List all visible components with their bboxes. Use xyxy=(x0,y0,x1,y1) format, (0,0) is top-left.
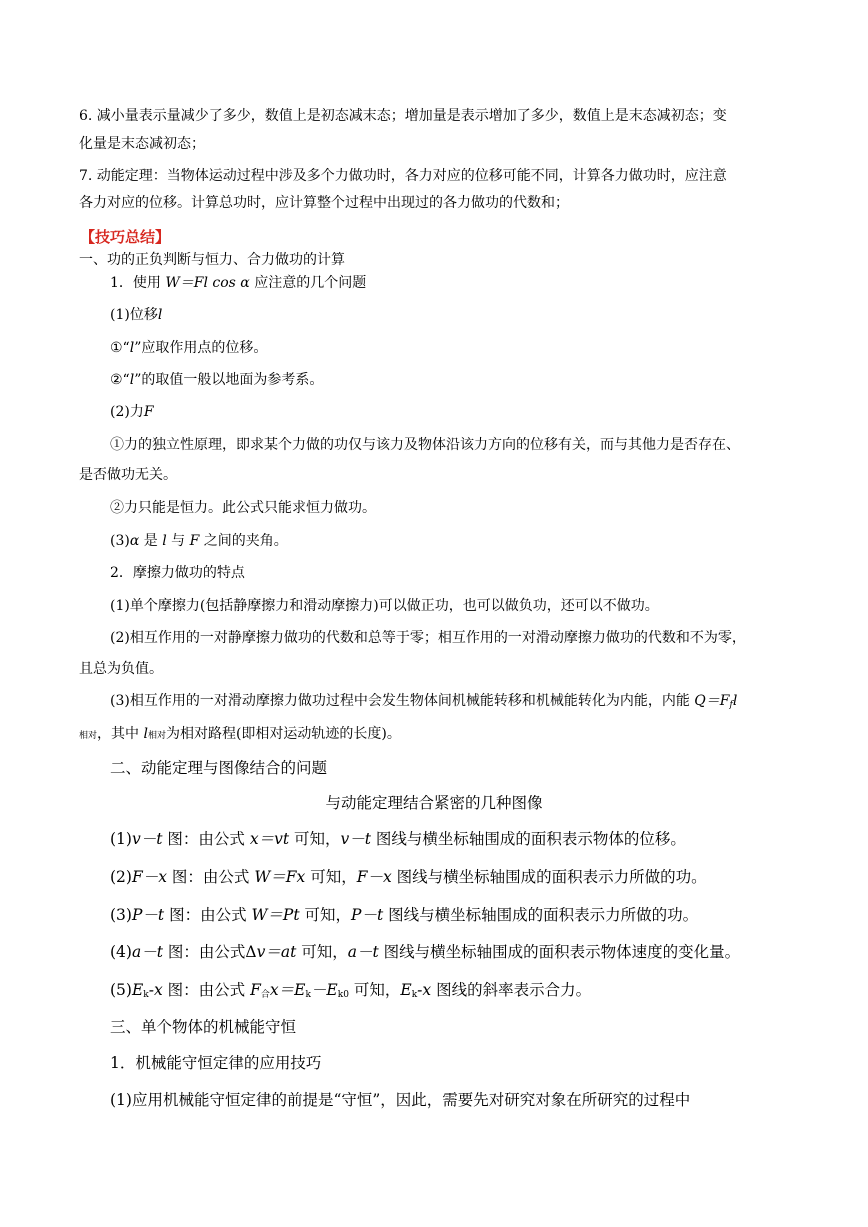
angle-mid1: 是 xyxy=(143,533,158,549)
friction-point-3-post: 为相对路程(即相对运动轨迹的长度)。 xyxy=(165,726,401,742)
g5-k: k xyxy=(143,990,149,1000)
graph-item-2 xyxy=(110,867,707,887)
displacement-point-1-var: l xyxy=(129,340,135,356)
section-title: 【技巧总结】 xyxy=(80,228,171,246)
g3-3: W＝Pt xyxy=(251,906,300,924)
g2-1: F－x xyxy=(131,868,167,886)
item-3-1-1: (1)应用机械能守恒定律的前提是“守恒”，因此，需要先对研究对象在所研究的过程中 xyxy=(110,1091,691,1109)
g1-6: 图线与横坐标轴围成的面积表示物体的位移。 xyxy=(371,830,686,848)
g1-0: (1) xyxy=(110,830,132,848)
displacement-var: l xyxy=(157,307,163,323)
g2-4: 可知， xyxy=(305,868,357,886)
angle-post: 之间的夹角。 xyxy=(203,533,288,549)
force-point-1-line2: 是否做功无关。 xyxy=(79,467,177,483)
displacement-label: (1)位移 xyxy=(110,307,158,323)
g1-4: 可知， xyxy=(289,830,341,848)
displacement-point-2-var: l xyxy=(129,372,135,388)
relative-sub-2: 相对 xyxy=(147,731,166,741)
g5-E2: E xyxy=(400,981,412,999)
relative-sub: 相对 xyxy=(79,731,98,741)
g5-k2: k xyxy=(305,990,311,1000)
g3-0: (3) xyxy=(110,906,132,924)
g5-eq: x＝E xyxy=(269,981,306,999)
g5-pre: (5) xyxy=(110,981,132,999)
angle-l: l xyxy=(162,533,167,549)
displacement-point-1-post: ”应取作用点的位移。 xyxy=(134,340,268,356)
friction-point-3-text: (3)相互作用的一对滑动摩擦力做功过程中会发生物体间机械能转移和机械能转化为内能，内能 xyxy=(110,693,690,709)
g4-2: 图：由公式Δ xyxy=(162,943,257,961)
heading-1: 一、功的正负判断与恒力、合力做功的计算 xyxy=(79,252,345,268)
force-label: (2)力 xyxy=(110,404,144,420)
displacement-point-1 xyxy=(110,338,267,358)
friction-point-3-line2 xyxy=(79,724,401,746)
g5-E: E xyxy=(131,981,144,999)
item-1-1-prefix: 1．使用 xyxy=(110,275,161,291)
item-1-1-suffix: 应注意的几个问题 xyxy=(254,275,367,291)
g1-2: 图：由公式 xyxy=(162,830,250,848)
friction-point-3-line1 xyxy=(110,691,737,715)
heading-2: 二、动能定理与图像结合的问题 xyxy=(110,759,328,777)
g3-2: 图：由公式 xyxy=(164,906,252,924)
angle-definition xyxy=(110,531,288,551)
g5-minus: －E xyxy=(310,981,338,999)
force-title xyxy=(110,402,154,422)
g2-2: 图：由公式 xyxy=(166,868,255,886)
g4-1: a－t xyxy=(131,943,163,961)
g5-he: 合 xyxy=(260,990,270,1000)
g5-x: -x xyxy=(148,981,163,999)
displacement-title xyxy=(110,305,162,325)
force-point-1-line1: ①力的独立性原理，即求某个力做的功仅与该力及物体沿该力方向的位移有关，而与其他力是否存在、 xyxy=(110,437,740,453)
paragraph-7-line1: 7. 动能定理：当物体运动过程中涉及多个力做功时，各力对应的位移可能不同，计算各力做功时，应注意 xyxy=(79,168,727,184)
g3-5: P－t xyxy=(351,906,384,924)
g5-mid1: 图：由公式 xyxy=(162,981,251,999)
g4-3: v＝at xyxy=(256,943,297,961)
graph-item-4 xyxy=(110,942,740,962)
paragraph-6-line2: 化量是末态减初态； xyxy=(79,136,205,152)
displacement-point-1-pre: ①“ xyxy=(110,340,130,356)
g2-3: W＝Fx xyxy=(254,868,306,886)
graphs-center-title: 与动能定理结合紧密的几种图像 xyxy=(325,794,543,812)
g4-6: 图线与横坐标轴围成的面积表示物体速度的变化量。 xyxy=(378,943,741,961)
relative-l: l xyxy=(143,726,148,742)
heat-formula-sub-f: f xyxy=(729,700,733,710)
graph-item-3 xyxy=(110,905,698,925)
friction-point-1: (1)单个摩擦力(包括静摩擦力和滑动摩擦力)可以做正功，也可以做负功，还可以不做功。 xyxy=(110,598,659,614)
angle-F: F xyxy=(189,533,200,549)
g3-4: 可知， xyxy=(299,906,352,924)
graph-item-1 xyxy=(110,829,686,849)
force-point-2: ②力只能是恒力。此公式只能求恒力做功。 xyxy=(110,500,376,516)
g4-0: (4) xyxy=(110,943,132,961)
g2-6: 图线与横坐标轴围成的面积表示力所做的功。 xyxy=(391,868,707,886)
g5-post: 图线的斜率表示合力。 xyxy=(431,981,592,999)
g2-0: (2) xyxy=(110,868,132,886)
g1-1: v－t xyxy=(131,830,163,848)
heat-formula-l: l xyxy=(732,693,738,709)
work-formula: W＝Fl cos α xyxy=(165,275,250,291)
g4-5: a－t xyxy=(347,943,379,961)
heading-3: 三、单个物体的机械能守恒 xyxy=(110,1018,297,1036)
heat-formula: Q＝F xyxy=(694,693,730,709)
g3-1: P－t xyxy=(131,906,165,924)
g4-4: 可知， xyxy=(296,943,348,961)
item-3-1: 1．机械能守恒定律的应用技巧 xyxy=(110,1054,322,1072)
friction-point-3-mid: ，其中 xyxy=(97,726,140,742)
g5-k0: k0 xyxy=(337,990,349,1000)
displacement-point-2 xyxy=(110,370,323,390)
g5-k3: k xyxy=(411,990,418,1000)
g5-F: F xyxy=(250,981,261,999)
item-1-1 xyxy=(110,273,366,293)
graph-item-5 xyxy=(110,980,591,1005)
friction-point-2-line1: (2)相互作用的一对静摩擦力做功的代数和总等于零；相互作用的一对滑动摩擦力做功的代数和不为零， xyxy=(110,630,746,646)
paragraph-6-line1: 6. 减小量表示量减少了多少，数值上是初态减末态；增加量是表示增加了多少，数值上是末态减初态；变 xyxy=(79,108,727,124)
g3-6: 图线与横坐标轴围成的面积表示力所做的功。 xyxy=(383,906,699,924)
angle-mid2: 与 xyxy=(171,533,186,549)
force-var: F xyxy=(143,404,154,420)
item-1-2: 2．摩擦力做功的特点 xyxy=(110,565,245,581)
displacement-point-2-pre: ②“ xyxy=(110,372,130,388)
angle-pre: (3) xyxy=(110,533,130,549)
g2-5: F－x xyxy=(356,868,392,886)
paragraph-7-line2: 各力对应的位移。计算总功时，应计算整个过程中出现过的各力做功的代数和； xyxy=(79,195,569,211)
friction-point-2-line2: 且总为负值。 xyxy=(79,661,163,677)
displacement-point-2-post: ”的取值一般以地面为参考系。 xyxy=(134,372,324,388)
g5-x2: -x xyxy=(417,981,432,999)
g5-mid2: 可知， xyxy=(348,981,401,999)
g1-5: v－t xyxy=(340,830,371,848)
angle-alpha: α xyxy=(129,533,140,549)
g1-3: x＝vt xyxy=(249,830,290,848)
